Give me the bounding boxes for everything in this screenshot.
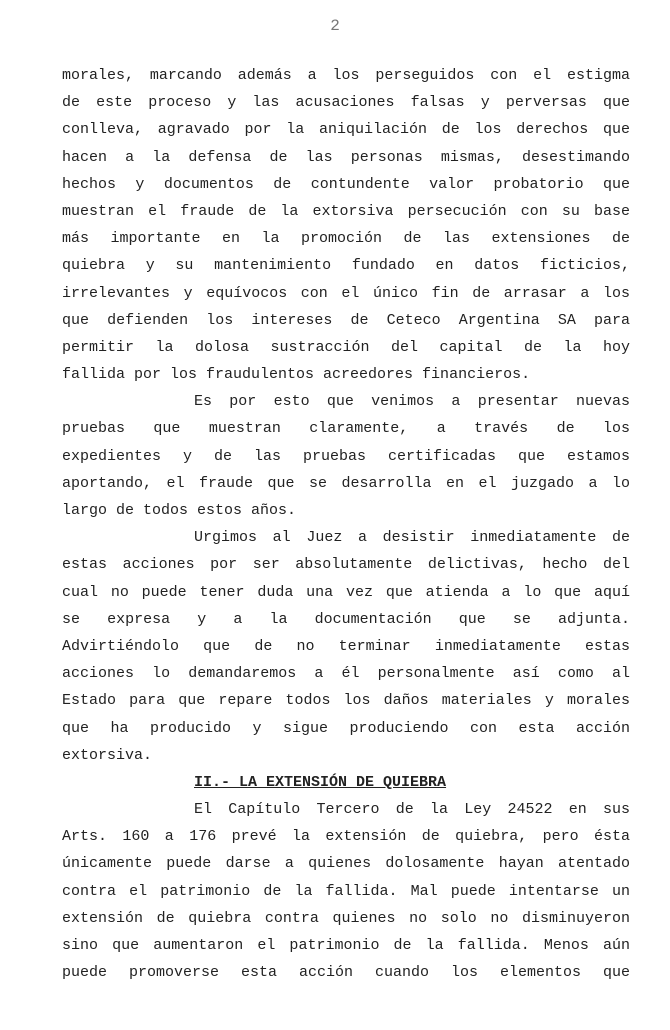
text-line: largo de todos estos años. [62,502,297,519]
text-line: permitir la dolosa sustracción del capital de la hoy [62,338,630,356]
text-line: pruebas que muestran claramente, a través de los [62,420,630,438]
text-line: más importante en la promoción de las extensiones de [62,230,630,248]
text-line: fallida por los fraudulentos acreedores financieros. [62,366,531,384]
text-line: únicamente puede darse a quienes dolosamente hayan atentado [62,855,630,873]
text-line: estas acciones por ser absolutamente delictivas, hecho del [62,556,630,574]
paragraph-first-line: Urgimos al Juez a desistir inmediatamente de [194,529,630,547]
text-line: se expresa y a la documentación que se adjunta. [62,610,630,628]
document-body [62,62,630,986]
paragraph-first-line: El Capítulo Tercero de la Ley 24522 en sus [194,801,630,819]
text-line: expedientes y de las pruebas certificadas que estamos [62,447,630,465]
text-line: de este proceso y las acusaciones falsas y perversas que [62,94,630,112]
text-line: quiebra y su mantenimiento fundado en datos ficticios, [62,257,630,275]
text-line: hechos y documentos de contundente valor probatorio que [62,175,630,193]
text-line: cual no puede tener duda una vez que atienda a lo que aquí [62,583,630,601]
text-line: contra el patrimonio de la fallida. Mal puede intentarse un [62,882,630,900]
text-line: extorsiva. [62,746,153,764]
text-line: puede promoverse esta acción cuando los elementos que [62,964,630,982]
text-line: Advirtiéndolo que de no terminar inmediatamente estas [62,637,630,655]
text-line: extensión de quiebra contra quienes no solo no disminuyeron [62,909,630,927]
page-number: 2 [330,17,340,35]
text-line: Estado para que repare todos los daños materiales y morales [62,692,630,710]
section-heading: II.- LA EXTENSIÓN DE QUIEBRA [194,773,447,791]
text-line: que ha producido y sigue produciendo con esta acción [62,719,630,737]
text-line: que defienden los intereses de Ceteco Argentina SA para [62,311,630,329]
text-line: morales, marcando además a los perseguidos con el estigma [62,67,630,84]
text-line: muestran el fraude de la extorsiva persecución con su base [62,202,630,220]
text-line: sino que aumentaron el patrimonio de la fallida. Menos aún [62,937,630,954]
text-line: acciones lo demandaremos a él personalmente así como al [62,665,630,683]
paragraph-first-line: Es por esto que venimos a presentar nuevas [194,393,630,411]
text-line: conlleva, agravado por la aniquilación de los derechos que [62,121,630,139]
text-line: hacen a la defensa de las personas mismas, desestimando [62,148,630,166]
text-line: aportando, el fraude que se desarrolla en el juzgado a lo [62,474,630,492]
text-line: irrelevantes y equívocos con el único fin de arrasar a los [62,284,630,302]
text-line: Arts. 160 a 176 prevé la extensión de quiebra, pero ésta [62,828,630,846]
